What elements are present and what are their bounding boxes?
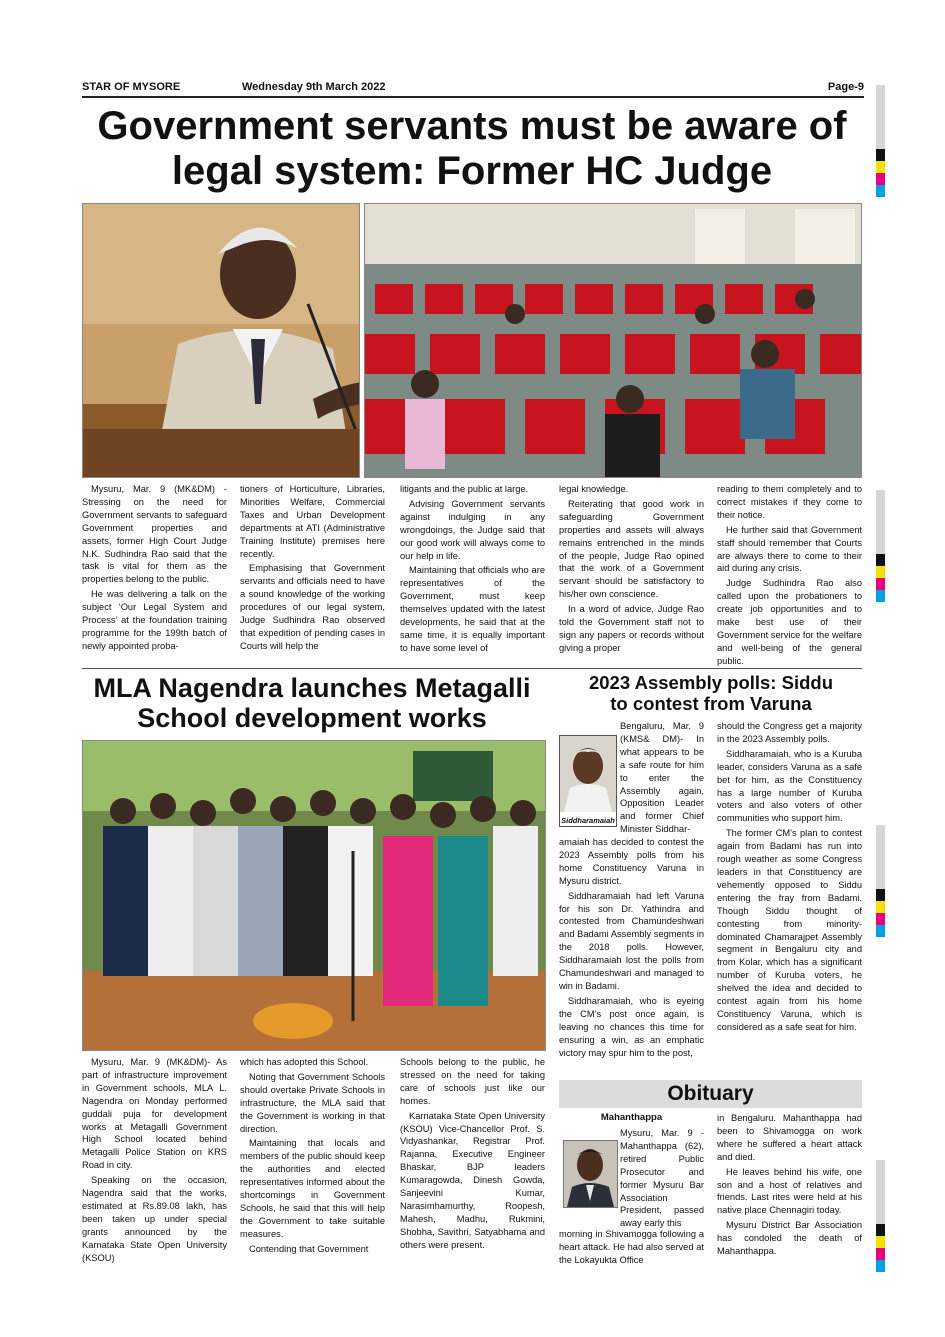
page-number: Page-9 bbox=[827, 81, 864, 93]
obituary-column-2 bbox=[717, 1112, 862, 1258]
story1-col2-para2: Emphasising that Government servants and officials need to have a sound knowledge of the working procedures of our legal system, Judge Sudhindra Rao observed that expedition of pending cases in Courts will help the bbox=[240, 563, 385, 651]
story3-col1-para1: amaiah has decided to contest the 2023 Assembly polls from his home Constituency Varuna in Mysuru district. bbox=[559, 837, 704, 886]
audience-photo-illustration bbox=[365, 204, 862, 478]
story2-headline-line1: MLA Nagendra launches Metagalli bbox=[93, 673, 531, 703]
story3-intro: Bengaluru, Mar. 9 (KMS& DM)- In what appears to be a safe route for him to enter the Assembly again, Opposition Leader and former Chief Minister Siddhar- bbox=[620, 721, 704, 835]
story2-headline-line2: School development works bbox=[137, 703, 487, 734]
registration-bar-4 bbox=[876, 1160, 885, 1272]
story2-col2-para1: which has adopted this School. bbox=[240, 1057, 369, 1067]
story1-column-5 bbox=[717, 483, 862, 668]
school-works-photo bbox=[82, 740, 546, 1051]
story3-col2-para3: The former CM’s plan to contest again from Badami has run into rough weather as some Congress leaders in that Constituency are vehemently opposed to Siddu entering the fray from Badami. Though Siddu thought of contesting from minority-dominated Chamarajpet Assembly segment in Bengaluru city and from Kolar, which has a significant number of Kuruba voters, he shelved the idea and decided to contest again from his home Constituency Varuna, which is considered as a safe seat for him. bbox=[717, 828, 862, 1032]
story3-col2-para2: Siddharamaiah, who is a Kuruba leader, considers Varuna as a safe bet for him, as the Constituency has a large number of Kuruba voters and also voters of other communities who support him. bbox=[717, 748, 862, 824]
story1-col1-para1: Mysuru, Mar. 9 (MK&DM) - Stressing on the need for Government servants to safeguard Government properties and assets, former High Court Judge N.K. Sudhindra Rao said that the task is vital for them as the properties belong to the public. bbox=[82, 484, 227, 585]
issue-date: Wednesday 9th March 2022 bbox=[242, 81, 386, 93]
section-divider bbox=[82, 668, 862, 669]
story3-col1-para2: Siddharamaiah had left Varuna for his son Dr. Yathindra and contested from Chamundeshwari and Badami Assembly segments in the 2018 polls. However, Siddharamaiah lost the polls from Chamundeshwari and managed to win in Badami. bbox=[559, 890, 704, 991]
story2-col1-para1: Mysuru, Mar. 9 (MK&DM)- As part of infrastructure improvement in Government schools, MLA L. Nagendra on Monday performed guddali puja for development works at Metagalli Government High School located behind Metagalli Police Station on KRS Road in city. bbox=[82, 1057, 227, 1171]
story1-col4-para3: In a word of advice, Judge Rao told the Government staff not to sign any papers or records without giving a proper bbox=[559, 604, 704, 653]
story2-col2-para3: Maintaining that locals and members of the public should keep the authorities and elected representatives informed about the shortcomings in Government Schools, he said that this will help the Government to take suitable measures. bbox=[240, 1138, 385, 1239]
story3-column-1 bbox=[559, 836, 704, 1059]
judge-photo-illustration bbox=[83, 204, 360, 478]
story1-col2-para1: tioners of Horticulture, Libraries, Minorities Welfare, Commercial Taxes and Urban Development departments at ATI (Administrative Training Institute) premises here recently. bbox=[240, 484, 385, 559]
registration-bar-3 bbox=[876, 825, 885, 937]
mahanthappa-portrait bbox=[564, 1141, 617, 1207]
obituary-name: Mahanthappa bbox=[600, 1112, 663, 1123]
story1-column-1 bbox=[82, 483, 227, 653]
story1-col5-para3: Judge Sudhindra Rao also called upon the probationers to create job opportunities and to make best use of their Government service for the welfare and well-being of the general public. bbox=[717, 578, 862, 666]
story1-col5-para1: reading to them completely and to correct mistakes if they come to their notice. bbox=[717, 484, 862, 520]
obituary-title: Obituary bbox=[667, 1082, 754, 1105]
mahanthappa-photo bbox=[563, 1140, 618, 1208]
story2-column-3 bbox=[400, 1056, 545, 1252]
obituary-col1-para: morning in Shivamogga following a heart attack. He had also served at the Lokayukta Office bbox=[559, 1229, 704, 1265]
story2-column-2 bbox=[240, 1056, 385, 1256]
story3-col2-para1: should the Congress get a majority in the 2023 Assembly polls. bbox=[717, 721, 862, 744]
story1-headline-line1: Government servants must be aware of bbox=[97, 104, 847, 148]
registration-bar-1 bbox=[876, 85, 885, 197]
registration-bar-2 bbox=[876, 490, 885, 602]
story2-headline bbox=[78, 673, 546, 733]
story2-col2-para2: Noting that Government Schools should overtake Private Schools in infrastructure, the MLA said that the Government is working in that direction. bbox=[240, 1071, 385, 1134]
story1-column-4 bbox=[559, 483, 704, 655]
story1-col3-para1: litigants and the public at large. bbox=[400, 484, 529, 494]
story2-col1-para2: Speaking on the occasion, Nagendra said that the works, estimated at Rs.89.08 lakh, has been taken up under special grants announced by the Karnataka State Open University (KSOU) bbox=[82, 1175, 227, 1263]
publication-name: STAR OF MYSORE bbox=[82, 81, 181, 93]
story1-headline bbox=[72, 104, 872, 194]
siddaramaiah-photo-box bbox=[559, 735, 617, 827]
page-header bbox=[82, 80, 864, 98]
story2-col3-para1: Schools belong to the public, he stressed on the need for taking care of schools just like our homes. bbox=[400, 1057, 545, 1106]
story1-col3-para3: Maintaining that officials who are representatives of the Government, must keep themselves updated with the latest developments, he said that at the same time, it is equally important to have some level of bbox=[400, 565, 545, 653]
story1-col3-para2: Advising Government servants against indulging in any wrongdoings, the Judge said that our good work will always come to our help in life. bbox=[400, 498, 545, 561]
story1-column-2 bbox=[240, 483, 385, 653]
obituary-column-1 bbox=[559, 1228, 704, 1267]
story2-col3-para2: Karnataka State Open University (KSOU) Vice-Chancellor Prof. S. Vidyashankar, Registrar Prof. Rajanna, Executive Engineer Bhaskar, BJP leaders Kumaragowda, Dinesh Gowda, Sanjeevini Kumar, Narasimhamurthy, Roopesh, Mahesh, Madhu, Rukmini, Shobha, Savithri, Satyabhama and others were present. bbox=[400, 1110, 545, 1250]
story1-column-3 bbox=[400, 483, 545, 655]
obituary-col2-para2: He leaves behind his wife, one son and a host of relatives and friends. Last rites were held at his native place Chennagiri today. bbox=[717, 1166, 862, 1216]
story1-col4-para1: legal knowledge. bbox=[559, 484, 629, 494]
story3-column-2 bbox=[717, 720, 862, 1034]
siddaramaiah-photo-caption: Siddharamaiah bbox=[561, 816, 615, 825]
story1-col4-para2: Reiterating that good work in safeguarding Government properties and assets will always remains entrenched in the minds of the people, Judge Rao opined that the work of a Government servant should be satisfactory to his/her own conscience. bbox=[559, 498, 704, 600]
obituary-intro: Mysuru, Mar. 9 - Mahanthappa (62), retired Public Prosecutor and former Mysuru Bar Association President, passed away early this bbox=[620, 1128, 704, 1229]
judge-speaking-photo bbox=[82, 203, 360, 478]
obituary-col2-para1: in Bengaluru. Mahanthappa had been to Shivamogga on work where he suffered a heart attack and died. bbox=[717, 1113, 862, 1162]
obituary-col2-para3: Mysuru District Bar Association has condoled the death of Mahanthappa. bbox=[717, 1220, 862, 1257]
obituary-banner bbox=[559, 1080, 862, 1108]
story1-col5-para2: He further said that Government staff should remember that Courts are always there to come to their aid during any crisis. bbox=[717, 524, 862, 574]
story2-col2-para4: Contending that Government bbox=[249, 1243, 369, 1254]
school-works-photo-illustration bbox=[83, 741, 546, 1051]
siddaramaiah-portrait bbox=[560, 736, 616, 812]
story1-headline-line2: legal system: Former HC Judge bbox=[171, 148, 773, 193]
story3-headline-line2: to contest from Varuna bbox=[610, 692, 812, 714]
obituary-column-1-top bbox=[620, 1127, 704, 1230]
story2-column-1 bbox=[82, 1056, 227, 1265]
audience-photo bbox=[364, 203, 862, 478]
story3-col1-para3: Siddharamaiah, who is eyeing the CM’s post once again, is leaving no chances this time for ensuring a win, as an emphatic victory may spur him to the post, bbox=[559, 995, 704, 1058]
story3-headline bbox=[556, 673, 866, 714]
story3-headline-line1: 2023 Assembly polls: Siddu bbox=[588, 672, 833, 693]
story3-column-1-top bbox=[620, 720, 704, 836]
story1-col1-para2: He was delivering a talk on the subject ‘Our Legal System and Process’ at the foundation training programme for the 199th batch of newly appointed proba- bbox=[82, 589, 227, 651]
